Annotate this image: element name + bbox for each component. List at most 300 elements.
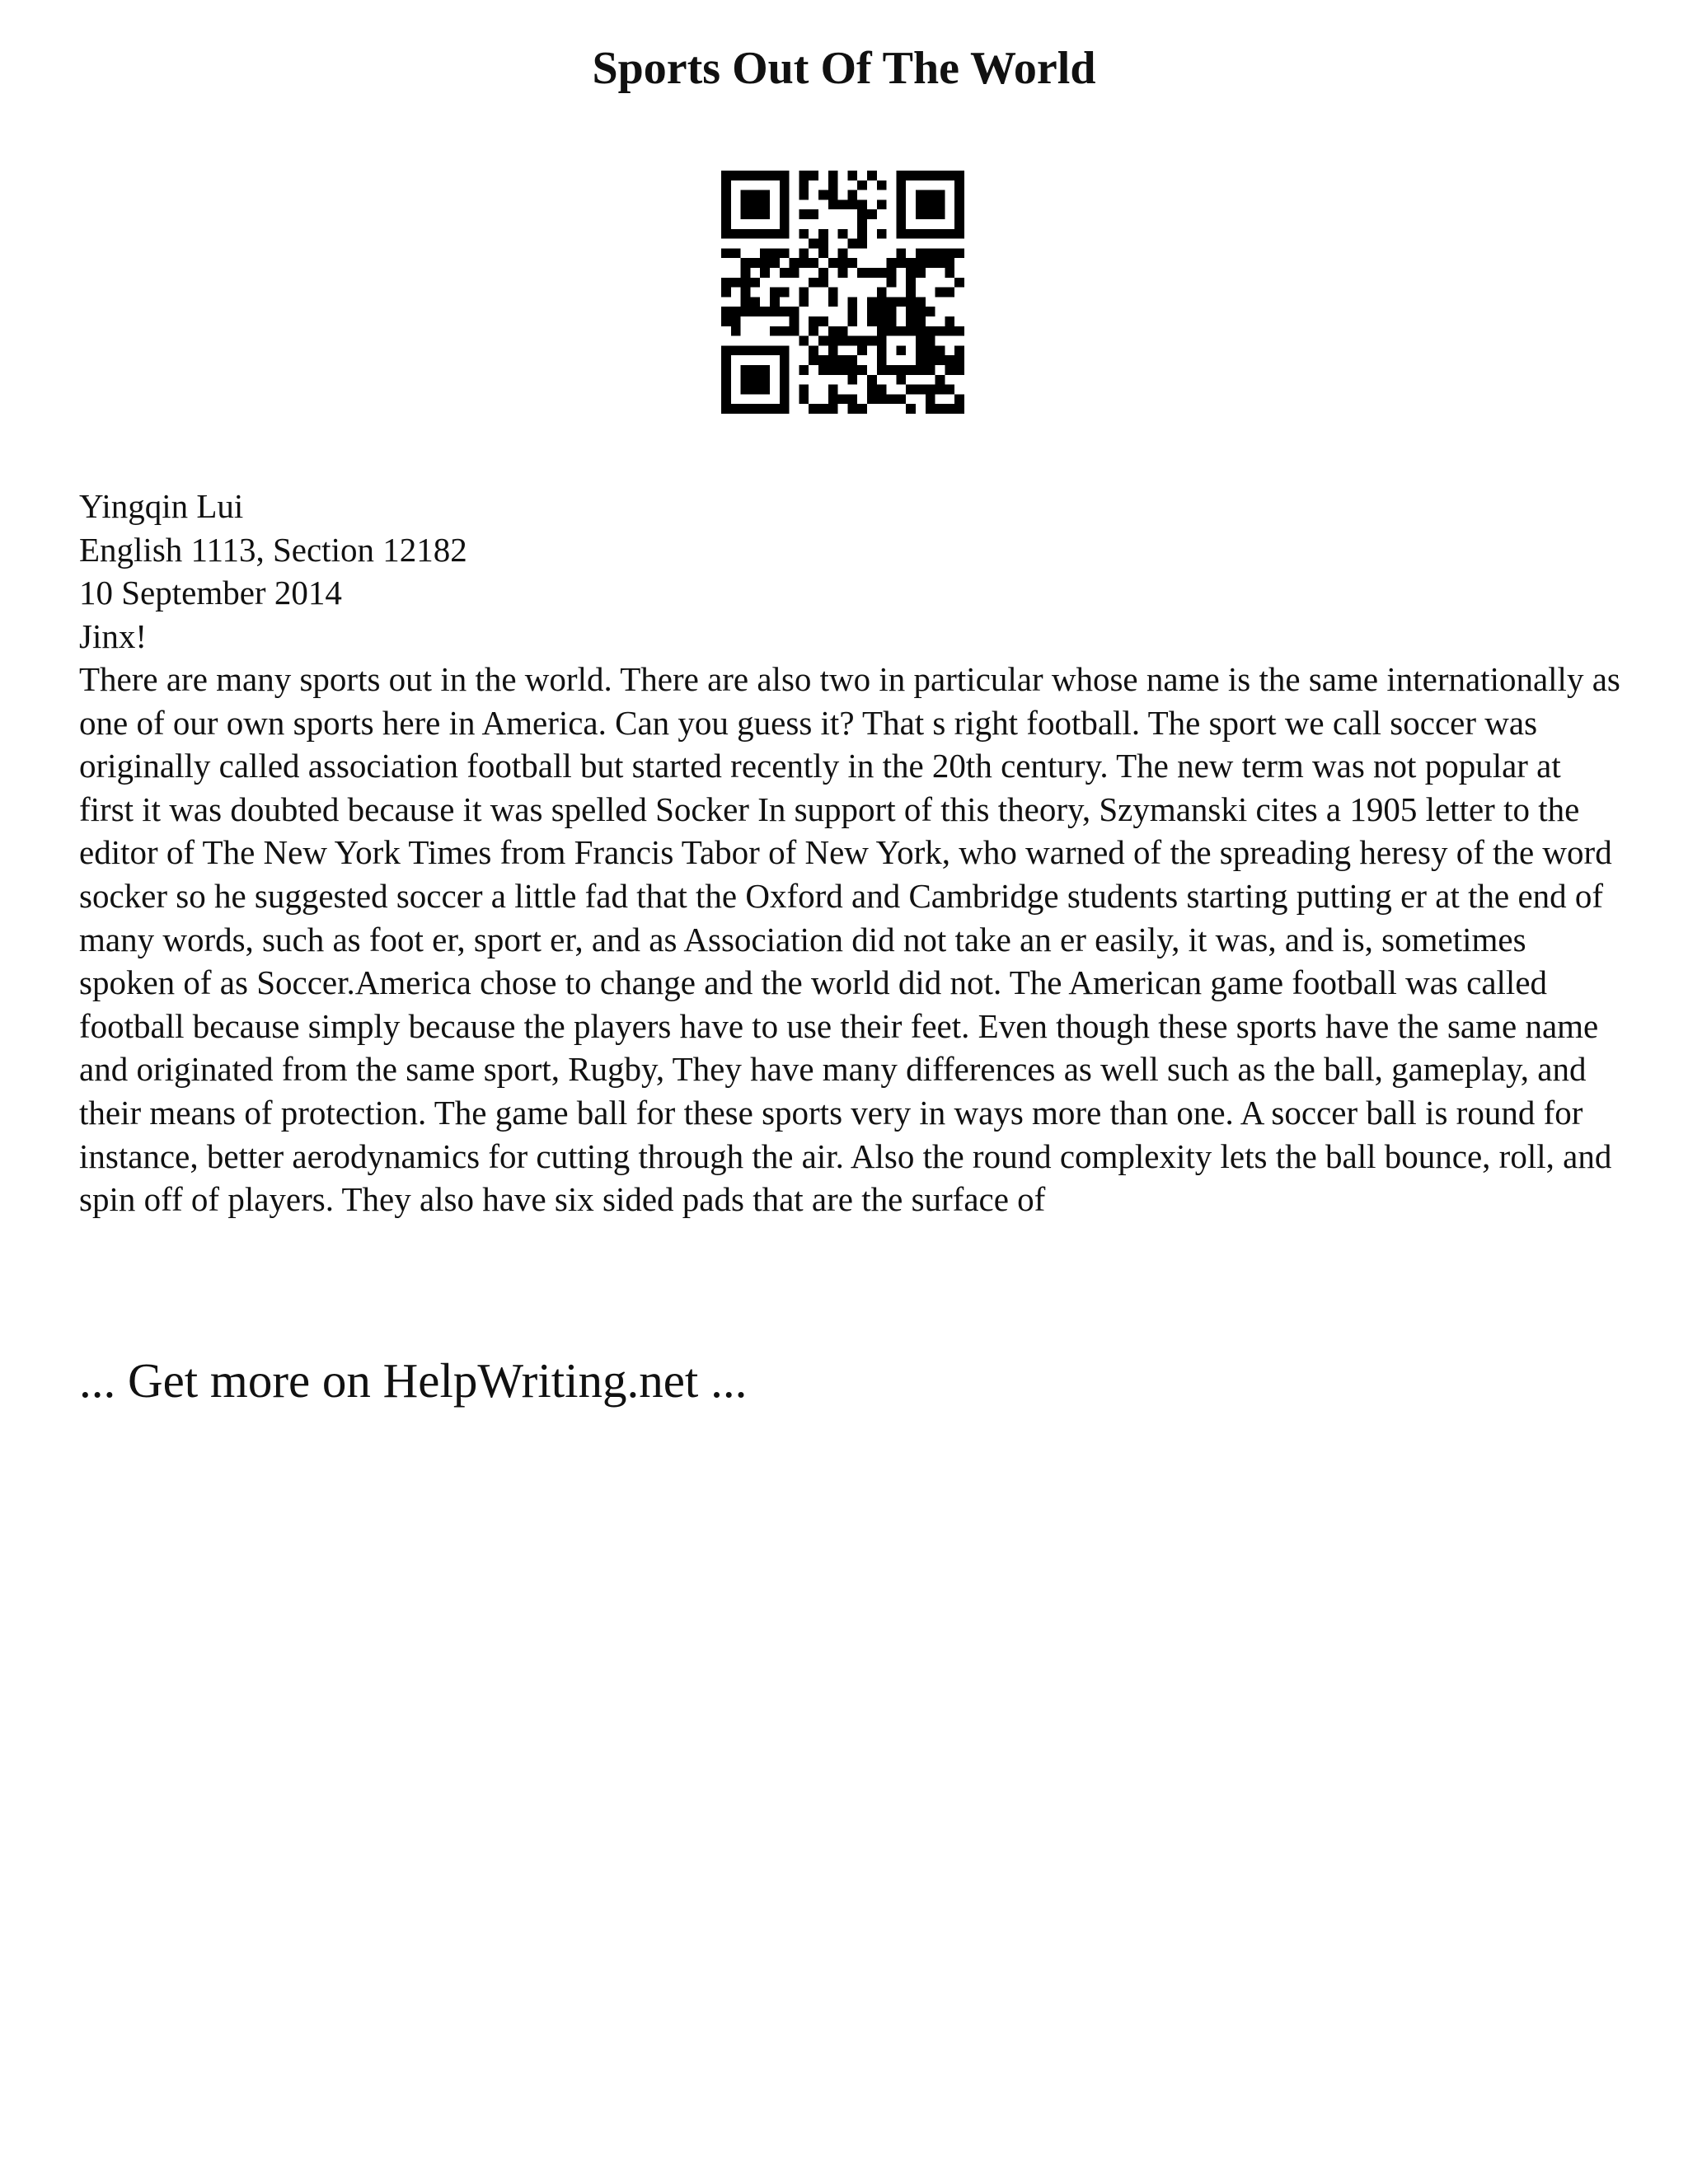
qr-module [867,316,877,326]
qr-module [887,258,897,268]
qr-module [847,355,857,365]
qr-module [896,345,906,355]
qr-module [926,394,935,404]
qr-module [954,345,964,355]
qr-module [847,394,857,404]
qr-module [770,288,780,298]
helpwriting-link[interactable]: ... Get more on HelpWriting.net ... [79,1353,748,1408]
qr-module [721,190,731,200]
qr-module [828,171,838,180]
qr-module [896,180,906,190]
qr-module [916,297,926,307]
qr-module [809,326,818,336]
qr-code-icon [721,171,964,414]
qr-module [721,365,731,375]
qr-module [887,326,897,336]
qr-module [916,258,926,268]
qr-module [906,385,916,395]
qr-module [838,268,848,278]
qr-module [809,404,818,414]
qr-module [828,326,838,336]
qr-module [721,385,731,395]
qr-module [838,248,848,258]
qr-module [896,209,906,219]
qr-module [721,278,731,288]
qr-module [760,307,770,316]
qr-module [838,394,848,404]
qr-module [896,375,906,385]
qr-module [847,336,857,346]
qr-module [721,307,731,316]
qr-module [877,199,887,209]
qr-module [906,316,916,326]
qr-module [867,268,877,278]
qr-module [741,278,751,288]
qr-module [780,268,790,278]
qr-module [721,288,731,298]
qr-module [926,307,935,316]
qr-module [867,336,877,346]
qr-module [721,219,731,229]
qr-module [741,258,751,268]
qr-module [896,394,906,404]
qr-module [799,229,809,239]
qr-module [799,209,809,219]
qr-module [916,171,926,180]
qr-module [741,288,751,298]
qr-module [760,375,770,385]
qr-module [906,258,916,268]
qr-module [799,258,809,268]
qr-module [731,326,741,336]
qr-module [721,355,731,365]
qr-module [721,375,731,385]
qr-module [780,385,790,395]
qr-module [838,336,848,346]
qr-module [847,375,857,385]
author-name: Yingqin Lui [79,487,244,525]
qr-module [838,355,848,365]
qr-module [799,248,809,258]
qr-module [945,385,954,395]
qr-module [935,171,945,180]
qr-module [867,171,877,180]
qr-module [916,190,926,200]
qr-module [760,209,770,219]
qr-module [935,248,945,258]
qr-module [731,171,741,180]
qr-module [916,385,926,395]
qr-module [867,307,877,316]
qr-module [721,171,731,180]
qr-module [721,394,731,404]
qr-module [750,199,760,209]
qr-module [780,199,790,209]
qr-module [926,209,935,219]
qr-module [818,316,828,326]
qr-module [877,297,887,307]
essay-title: Jinx! [79,616,147,655]
qr-module [877,288,887,298]
qr-module [887,365,897,375]
qr-module [935,345,945,355]
qr-module [916,268,926,278]
qr-module [877,229,887,239]
qr-module [790,268,799,278]
qr-module [877,365,887,375]
qr-module [954,248,964,258]
qr-module [916,336,926,346]
qr-module [731,248,741,258]
qr-module [750,375,760,385]
qr-module [896,199,906,209]
qr-module [896,297,906,307]
qr-module [877,316,887,326]
qr-module [906,288,916,298]
qr-module [896,219,906,229]
qr-module [877,268,887,278]
qr-module [790,326,799,336]
qr-module [935,229,945,239]
qr-module [945,404,954,414]
qr-module [847,190,857,200]
qr-module [838,199,848,209]
qr-module [887,394,897,404]
qr-module [741,404,751,414]
qr-module [896,190,906,200]
qr-module [741,365,751,375]
qr-module [945,229,954,239]
qr-module [818,404,828,414]
qr-module [906,278,916,288]
qr-module [954,278,964,288]
qr-module [731,278,741,288]
qr-module [770,248,780,258]
qr-module [760,268,770,278]
qr-module [945,355,954,365]
qr-module [741,199,751,209]
qr-module [838,365,848,375]
qr-module [954,394,964,404]
qr-module [741,171,751,180]
qr-module [809,171,818,180]
qr-module [916,209,926,219]
qr-module [945,365,954,375]
qr-module [790,258,799,268]
qr-module [828,394,838,404]
qr-module [906,326,916,336]
qr-module [954,365,964,375]
qr-module [818,336,828,346]
qr-module [877,345,887,355]
qr-module [741,345,751,355]
qr-module [780,375,790,385]
qr-module [741,268,751,278]
qr-module [799,385,809,395]
qr-module [818,278,828,288]
qr-module [916,316,926,326]
qr-module [721,229,731,239]
qr-module [896,365,906,375]
qr-module [750,345,760,355]
qr-module [916,199,926,209]
qr-module [926,345,935,355]
qr-module [906,171,916,180]
course-info: English 1113, Section 12182 [79,530,467,569]
qr-module [887,268,897,278]
qr-module [731,316,741,326]
qr-module [926,385,935,395]
qr-module [926,404,935,414]
qr-module [741,375,751,385]
qr-module [847,404,857,414]
qr-module [770,345,780,355]
qr-module [721,248,731,258]
qr-module [945,326,954,336]
qr-module [926,258,935,268]
qr-module [867,209,877,219]
qr-module [935,375,945,385]
qr-module [780,326,790,336]
qr-module [818,365,828,375]
qr-module [828,404,838,414]
qr-module [828,385,838,395]
qr-module [809,209,818,219]
qr-module [887,297,897,307]
qr-module [926,199,935,209]
qr-module [780,180,790,190]
qr-module [799,288,809,298]
qr-module [916,307,926,316]
qr-module [721,199,731,209]
qr-module [741,190,751,200]
qr-module [828,365,838,375]
qr-module [780,190,790,200]
qr-module [741,385,751,395]
qr-module [857,404,867,414]
qr-module [770,307,780,316]
qr-module [877,355,887,365]
qr-module [760,258,770,268]
qr-module [838,326,848,336]
qr-module [828,180,838,190]
qr-module [760,171,770,180]
qr-module [847,258,857,268]
qr-module [857,199,867,209]
qr-module [818,248,828,258]
qr-module [760,385,770,395]
qr-module [809,345,818,355]
qr-module [926,365,935,375]
qr-module [935,288,945,298]
qr-module [906,229,916,239]
qr-module [721,345,731,355]
qr-module [750,365,760,375]
qr-module [741,307,751,316]
qr-module [721,209,731,219]
qr-module [847,239,857,249]
qr-module [857,219,867,229]
qr-module [809,278,818,288]
document-title: Sports Out Of The World [592,43,1096,94]
qr-module [760,229,770,239]
qr-module [916,355,926,365]
essay-body: There are many sports out in the world. There are also two in particular whose name is the same internationally as one of our own sports here in America. Can you guess it? That s right football. The sport we call soccer was originally called association football but started recently in the 20th century. The new term was not popular at first it was doubted because it was spelled Socker In support of this theory, Szymanski cites a 1905 letter to the editor of The New York Times from Francis Tabor of New York, who warned of the spreading heresy of the word socker so he suggested soccer a little fad that the Oxford and Cambridge students starting putting er at the end of many words, such as foot er, sport er, and as Association did not take an er easily, it was, and is, sometimes spoken of as Soccer.America chose to change and the world did not. The American game football was called football because simply because the players have to use their feet. Even though these sports have the same name and originated from the same sport, Rugby, They have many differences as well such as the ball, gameplay, and their means of protection. The game ball for these sports very in ways more than one. A soccer ball is round for instance, better aerodynamics for cutting through the air. Also the round complexity lets the ball bounce, roll, and spin off of players. They also have six sided pads that are the surface of [79,660,1620,1219]
qr-module [731,345,741,355]
qr-module [935,209,945,219]
qr-module [721,180,731,190]
qr-module [857,268,867,278]
qr-module [780,229,790,239]
qr-module [945,171,954,180]
qr-module [838,258,848,268]
qr-module [867,394,877,404]
qr-module [926,248,935,258]
qr-module [887,278,897,288]
qr-module [818,239,828,249]
qr-module [945,248,954,258]
qr-module [926,171,935,180]
qr-module [896,248,906,258]
qr-module [954,355,964,365]
qr-module [731,307,741,316]
qr-module [750,209,760,219]
qr-module [770,326,780,336]
qr-module [926,190,935,200]
qr-module [896,171,906,180]
qr-module [954,190,964,200]
qr-module [857,209,867,219]
qr-module [721,404,731,414]
qr-module [760,248,770,258]
qr-module [828,336,838,346]
qr-module [780,345,790,355]
qr-module [867,375,877,385]
qr-module [838,229,848,239]
qr-module [867,385,877,395]
qr-module [935,190,945,200]
qr-module [809,355,818,365]
qr-module [780,307,790,316]
qr-module [906,307,916,316]
qr-module [790,307,799,316]
qr-module [750,258,760,268]
qr-module [857,229,867,239]
qr-module [954,199,964,209]
qr-module [828,355,838,365]
qr-module [906,268,916,278]
qr-module [935,355,945,365]
qr-module [896,229,906,239]
qr-module [954,326,964,336]
qr-module [954,229,964,239]
qr-module [935,326,945,336]
qr-module [887,307,897,316]
qr-module [828,199,838,209]
qr-module [750,404,760,414]
qr-module [926,229,935,239]
qr-module [770,258,780,268]
qr-module [799,180,809,190]
qr-module [809,239,818,249]
qr-module [896,258,906,268]
qr-module [760,345,770,355]
qr-module [780,404,790,414]
qr-module [799,365,809,375]
qr-module [857,239,867,249]
qr-module [799,190,809,200]
qr-module [906,404,916,414]
qr-module [906,365,916,375]
qr-module [780,209,790,219]
qr-module [945,258,954,268]
qr-module [780,219,790,229]
qr-module [945,288,954,298]
qr-module [780,288,790,298]
qr-module [954,171,964,180]
qr-module [847,316,857,326]
qr-module [954,209,964,219]
qr-module [790,316,799,326]
qr-module [954,404,964,414]
qr-module [828,297,838,307]
qr-module [857,336,867,346]
qr-module [750,278,760,288]
qr-module [828,190,838,200]
qr-module [799,336,809,346]
qr-module [770,404,780,414]
qr-module [799,394,809,404]
qr-module [818,268,828,278]
qr-module [887,316,897,326]
qr-module [721,316,731,326]
qr-module [750,229,760,239]
qr-module [916,345,926,355]
qr-module [809,316,818,326]
qr-module [877,394,887,404]
qr-module [770,229,780,239]
qr-module [847,171,857,180]
qr-module [818,190,828,200]
qr-module [818,229,828,239]
qr-module [954,180,964,190]
qr-module [828,345,838,355]
qr-module [750,171,760,180]
qr-module [916,365,926,375]
qr-module [760,190,770,200]
qr-module [847,199,857,209]
qr-module [857,345,867,355]
document-date: 10 September 2014 [79,574,342,612]
qr-module [935,258,945,268]
qr-module [926,355,935,365]
qr-module [828,288,838,298]
qr-module [877,385,887,395]
qr-module [731,404,741,414]
qr-module [750,307,760,316]
qr-module [916,248,926,258]
qr-module [750,297,760,307]
qr-module [780,365,790,375]
qr-module [780,248,790,258]
qr-module [945,316,954,326]
qr-module [926,326,935,336]
qr-module [750,190,760,200]
qr-module [857,365,867,375]
qr-module [760,199,770,209]
qr-module [877,326,887,336]
qr-module [731,229,741,239]
